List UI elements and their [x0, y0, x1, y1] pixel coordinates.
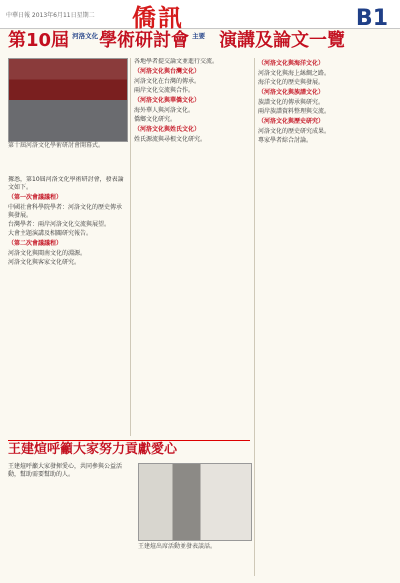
- feature-title: 王建煊呼籲大家努力貢獻愛心: [8, 442, 178, 457]
- session-heading: （第二次會議議程）: [8, 240, 63, 247]
- column-2-item: 各地學者提交論文並進行交流。: [134, 58, 219, 65]
- masthead: [0, 0, 400, 32]
- column-1-item: 河洛文化與閩南文化的淵源。: [8, 250, 87, 257]
- session-heading: （河洛文化與華僑文化）: [134, 97, 201, 104]
- column-3-item: 專家學者綜合討論。: [258, 137, 313, 144]
- session-heading: （第一次會議議程）: [8, 194, 63, 201]
- column-divider-right: [254, 58, 255, 576]
- headline-part-3: 演講及論文一覽: [219, 30, 346, 51]
- column-3-item: 族譜文化的傳承與研究。: [258, 99, 325, 106]
- column-2-item: 姓氏源流與尋根文化研究。: [134, 136, 207, 143]
- headline-tag-2: 主要: [192, 32, 206, 40]
- headline-part-1: 第10屆: [8, 30, 70, 51]
- column-3-item: 河洛文化與海上絲綢之路。: [258, 70, 331, 77]
- session-heading: （河洛文化與族譜文化）: [258, 89, 325, 96]
- session-heading: （河洛文化與姓氏文化）: [134, 126, 201, 133]
- column-3: [258, 58, 394, 576]
- column-3-item: 河洛文化的歷史研究成果。: [258, 128, 331, 135]
- session-heading: （河洛文化與台灣文化）: [134, 68, 201, 75]
- column-1-intro: 據悉，第10屆河洛文化學術研討會，發表論文如下。: [8, 176, 124, 191]
- column-3-item: 海洋文化的歷史與發展。: [258, 79, 325, 86]
- column-2: [134, 58, 250, 436]
- session-heading: （河洛文化與歷史研究）: [258, 118, 325, 125]
- main-headline: [8, 30, 392, 52]
- newspaper-logo: 僑訊: [132, 3, 184, 32]
- column-1-item: 河洛文化與客家文化研究。: [8, 259, 81, 266]
- column-1-item: 台灣學者：兩岸河洛文化交流與展望。: [8, 221, 111, 228]
- photo-caption: 第十屆河洛文化學術研討會開幕式。: [8, 142, 105, 149]
- feature-text: 王建煊呼籲大家發揮愛心，共同參與公益活動，幫助需要幫助的人。: [8, 463, 123, 478]
- column-2-item: 兩岸文化交流與合作。: [134, 87, 195, 94]
- conference-photo: [8, 58, 128, 142]
- feature-caption: 王建煊出席活動並發表談話。: [138, 543, 217, 550]
- headline-tag-1: 河洛文化: [72, 32, 99, 40]
- masthead-date: 中華日報 2013年6月11日星期二: [6, 12, 95, 19]
- column-divider: [130, 58, 131, 436]
- feature-story: [8, 440, 250, 577]
- feature-photo: [138, 463, 252, 541]
- column-2-item: 僑鄉文化研究。: [134, 116, 177, 123]
- session-heading: （河洛文化與海洋文化）: [258, 60, 325, 67]
- column-1: [8, 176, 126, 436]
- column-1-item: 中國社會科學院學者：河洛文化的歷史傳承與發展。: [8, 204, 123, 219]
- column-1-item: 大會主題演講及相關研究報告。: [8, 230, 93, 237]
- column-2-item: 海外華人與河洛文化。: [134, 107, 195, 114]
- column-2-item: 河洛文化在台灣的傳承。: [134, 78, 201, 85]
- section-label: B1: [355, 6, 388, 31]
- column-3-item: 兩岸族譜資料整理與交流。: [258, 108, 331, 115]
- headline-part-2: 學術研討會: [99, 30, 190, 51]
